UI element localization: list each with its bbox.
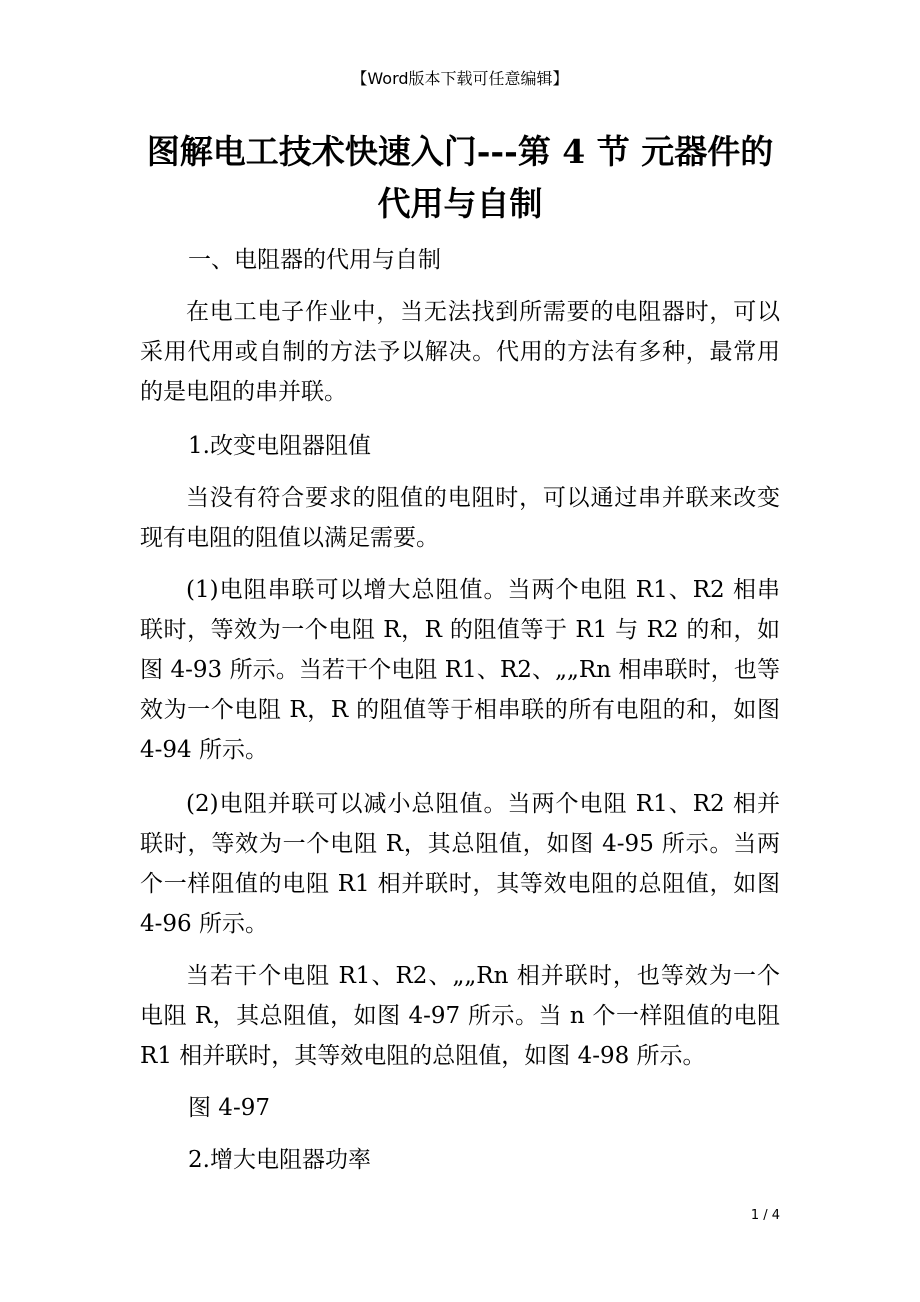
paragraph-intro: 在电工电子作业中，当无法找到所需要的电阻器时，可以采用代用或自制的方法予以解决。代用的方法有多种，最常用的是电阻的串并联。 bbox=[140, 299, 780, 405]
page-number: 1 / 4 bbox=[750, 1208, 780, 1223]
page-title bbox=[130, 126, 790, 230]
paragraph-series-parallel: 当没有符合要求的阻值的电阻时，可以通过串并联来改变现有电阻的阻值以满足需要。 bbox=[140, 485, 780, 551]
figure-caption: 图 4-97 bbox=[188, 1095, 270, 1121]
subheading-increase-power: 2.增大电阻器功率 bbox=[188, 1147, 371, 1173]
subheading-change-resistance: 1.改变电阻器阻值 bbox=[188, 433, 371, 459]
paragraph-parallel: (2)电阻并联可以减小总阻值。当两个电阻 R1、R2 相并联时，等效为一个电阻 R，其总阻值，如图 4-95 所示。当两个一样阻值的电阻 R1 相并联时，其等效电阻的总阻值，如图 4-96 所示。 bbox=[140, 791, 780, 937]
title-line-1: 图解电工技术快速入门---第 4 节 元器件的 bbox=[146, 132, 774, 171]
download-banner: 【Word版本下载可任意编辑】 bbox=[351, 69, 569, 88]
paragraph-multiple-parallel: 当若干个电阻 R1、R2、„„Rn 相并联时，也等效为一个电阻 R，其总阻值，如图 4-97 所示。当 n 个一样阻值的电阻 R1 相并联时，其等效电阻的总阻值，如图 4-98 所示。 bbox=[140, 963, 780, 1069]
title-line-2: 代用与自制 bbox=[377, 184, 543, 223]
paragraph-series: (1)电阻串联可以增大总阻值。当两个电阻 R1、R2 相串联时，等效为一个电阻 R，R 的阻值等于 R1 与 R2 的和，如图 4-93 所示。当若干个电阻 R1、R2、„„Rn 相串联时，也等效为一个电阻 R，R 的阻值等于相串联的所有电阻的和，如图 4-94 所示。 bbox=[140, 577, 780, 763]
section-heading-1: 一、电阻器的代用与自制 bbox=[188, 247, 441, 273]
